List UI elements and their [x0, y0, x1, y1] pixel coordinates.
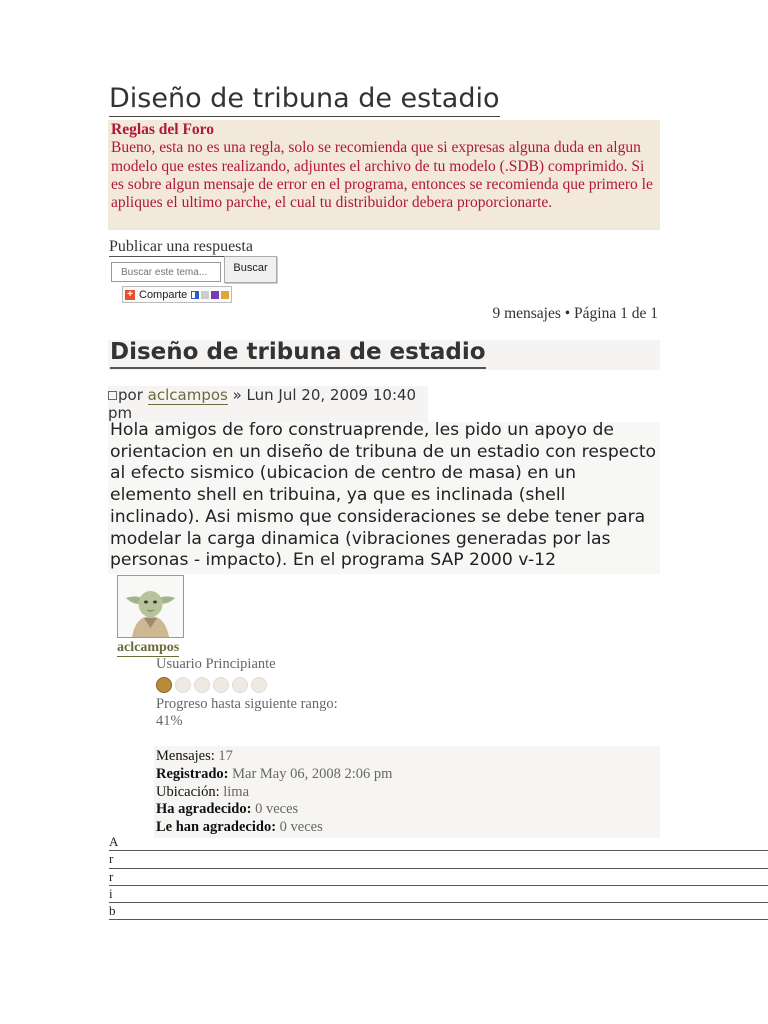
post-by-label: por: [118, 386, 143, 404]
yahoo-icon: [211, 291, 219, 299]
progress-value: 41%: [156, 713, 183, 730]
social-icons: [191, 291, 229, 299]
yoda-avatar-icon: [118, 576, 183, 637]
pagination-info: 9 mensajes • Página 1 de 1: [492, 305, 658, 322]
progress-label: Progreso hasta siguiente rango:: [156, 695, 338, 712]
stat-location: Ubicación: lima: [156, 783, 250, 800]
add-icon: +: [125, 290, 135, 300]
post-meta: [108, 386, 428, 422]
rank-icons: [156, 677, 660, 693]
rank-star-empty-icon: [175, 677, 191, 693]
profile-username-link[interactable]: aclcampos: [117, 640, 180, 655]
stat-registered: Registrado: Mar May 06, 2008 2:06 pm: [156, 765, 393, 782]
forum-rules-text: Bueno, esta no es una regla, solo se recomienda que si expresas alguna duda en algun modelo que estes realizando, adjuntes el archivo de tu modelo (.SDB) comprimido. Si es sobre algun mensaje de error en el programa, entonces se recomienda que primero le apliques el ultimo parche, el cual tu distribuidor debera proporcionarte.: [111, 139, 653, 212]
post-body: Hola amigos de foro construaprende, les pido un apoyo de orientacion en un diseño de tribuna de un estadio con respecto al efecto sismico (ubicacion de centro de masa) en un elemento shell en tribuina, ya que es inclinada (shell inclinado). Asi mismo que consideraciones se debe tener para modelar la carga dinamica (vibraciones generadas por las personas - impacto). En el programa SAP 2000 v-12: [110, 420, 657, 571]
more-icon: [221, 291, 229, 299]
avatar: [117, 575, 184, 638]
post-author-link[interactable]: aclcampos: [147, 386, 228, 404]
back-to-top-letter: i: [109, 886, 768, 903]
delicious-icon: [191, 291, 199, 299]
topic-title[interactable]: Diseño de tribuna de estadio: [110, 337, 486, 369]
stat-been-thanked: Le han agradecido: 0 veces: [156, 818, 323, 835]
page-title: Diseño de tribuna de estadio: [109, 82, 500, 117]
digg-icon: [201, 291, 209, 299]
back-to-top-letter: A: [109, 834, 768, 851]
share-button[interactable]: [122, 286, 232, 303]
back-to-top-letter: r: [109, 851, 768, 868]
rank-star-empty-icon: [232, 677, 248, 693]
post-date: » Lun Jul 20, 2009 10:40 pm: [108, 386, 417, 422]
search-topic-input[interactable]: [111, 262, 221, 282]
rank-star-empty-icon: [251, 677, 267, 693]
search-button[interactable]: Buscar: [224, 256, 277, 283]
rank-star-filled-icon: [156, 677, 172, 693]
back-to-top-link[interactable]: [109, 834, 768, 920]
user-rank: Usuario Principiante: [156, 656, 276, 672]
user-profile-panel: [156, 656, 660, 836]
rank-star-empty-icon: [213, 677, 229, 693]
back-to-top-letter: b: [109, 903, 768, 920]
stat-messages: Mensajes: 17: [156, 748, 233, 765]
stat-thanked: Ha agradecido: 0 veces: [156, 801, 299, 818]
post-icon[interactable]: [108, 391, 117, 400]
share-label: Comparte: [139, 288, 188, 301]
post-reply-link[interactable]: Publicar una respuesta: [109, 238, 253, 255]
forum-rules-box: [108, 120, 660, 230]
forum-rules-title: Reglas del Foro: [111, 121, 215, 138]
back-to-top-letter: r: [109, 869, 768, 886]
rank-star-empty-icon: [194, 677, 210, 693]
